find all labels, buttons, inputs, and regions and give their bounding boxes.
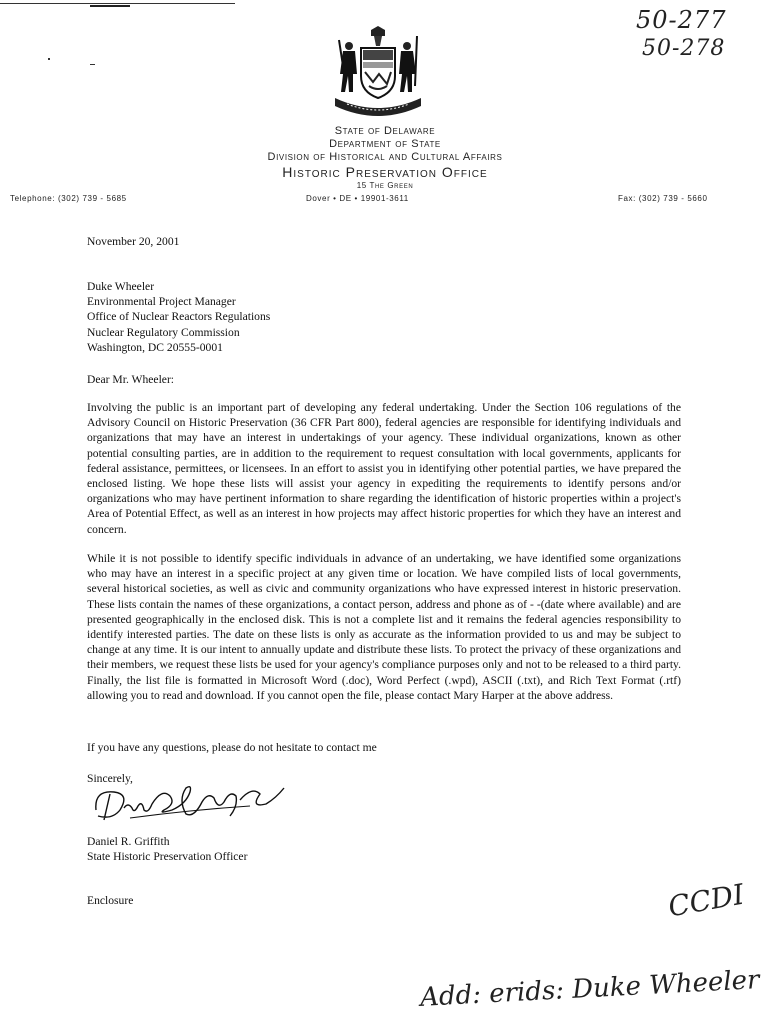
handwritten-docket-number-2: 50-278 xyxy=(642,36,726,61)
closing: Sincerely, xyxy=(87,772,133,785)
letter-date: November 20, 2001 xyxy=(87,235,180,248)
handwritten-docket-number-1: 50-277 xyxy=(636,6,727,34)
letterhead-office: Historic Preservation Office xyxy=(282,164,488,180)
body-paragraph: If you have any questions, please do not hesitate to contact me xyxy=(87,741,377,754)
scan-mark xyxy=(90,5,130,7)
letterhead-street: 15 The Green xyxy=(356,181,414,190)
scan-speck xyxy=(90,64,95,65)
recipient-address-block xyxy=(87,279,681,355)
handwritten-distribution-note: Add: erids: Duke Wheeler xyxy=(419,965,761,1013)
letterhead-city: Dover • DE • 19901-3611 xyxy=(306,194,409,203)
signer-name: Daniel R. Griffith xyxy=(87,835,170,848)
delaware-seal-icon xyxy=(327,26,429,118)
signature-image xyxy=(90,780,290,826)
signer-title: State Historic Preservation Officer xyxy=(87,850,248,864)
recipient-city: Washington, DC 20555-0001 xyxy=(87,340,223,354)
salutation: Dear Mr. Wheeler: xyxy=(87,373,175,386)
handwritten-routing-mark: CCDI xyxy=(665,877,747,924)
letterhead-telephone: Telephone: (302) 739 - 5685 xyxy=(10,194,127,203)
body-paragraph: While it is not possible to identify specific individuals in advance of an undertaking, we have identified some organizations who may have an interest in a specific project at any given time or location. We have compiled lists of local governments, several historical societies, as well as civic and community organizations who have expressed interest in historic preservation. These lists contain the names of these organizations, a contact person, address and phone as of - -(date where available) and are presented geographically in the enclosed disk. This is not a complete list and it remains the federal agencies responsibility to identify interested parties. The date on these lists is only as accurate as the information provided to us and may be subject to change at any time. It is our intent to annually update and distribute these lists. To protect the privacy of these organizations and their members, we request these lists be used for your agency's compliance purposes only and not to be released to a third party. Finally, the list file is formatted in Microsoft Word (.doc), Word Perfect (.wpd), ASCII (.txt), and Rich Text Format (.rtf) allowing you to read and download. If you cannot open the file, please contact Mary Harper at the above address. xyxy=(87,552,681,702)
recipient-name: Duke Wheeler xyxy=(87,280,155,293)
signer-block xyxy=(87,834,681,864)
letterhead-department: Department of State xyxy=(329,138,441,150)
scan-speck xyxy=(48,58,50,60)
letterhead-division: Division of Historical and Cultural Affairs xyxy=(267,151,503,163)
letterhead-state: State of Delaware xyxy=(334,125,436,137)
recipient-agency: Nuclear Regulatory Commission xyxy=(87,325,240,339)
enclosure-note: Enclosure xyxy=(87,894,134,907)
letterhead-fax: Fax: (302) 739 - 5660 xyxy=(618,194,708,203)
body-paragraph: Involving the public is an important part of developing any federal undertaking. Under the Section 106 regulations of the Advisory Council on Historic Preservation (36 CFR Part 800), federal agencies are responsible for identifying individuals and organizations that may have an interest in undertakings of your agency. These individual organizations, known as other potential consulting parties, are in addition to the requirement to request consultation with local governments, applicants for federal assistance, permittees, or licensees. In an effort to assist you in identifying other potential parties, we have prepared the enclosed listing. We hope these lists will assist your agency in expediting the requirements to identify persons and/or organizations who may have pertinent information to share regarding the identification of historic properties within a project's Area of Potential Effect, as well as an interest in how projects may affect historic properties for which they have an interest and concern. xyxy=(87,401,681,536)
letterhead xyxy=(0,125,770,191)
recipient-title: Environmental Project Manager xyxy=(87,295,236,309)
recipient-office: Office of Nuclear Reactors Regulations xyxy=(87,310,271,324)
scan-border-line xyxy=(0,3,235,4)
